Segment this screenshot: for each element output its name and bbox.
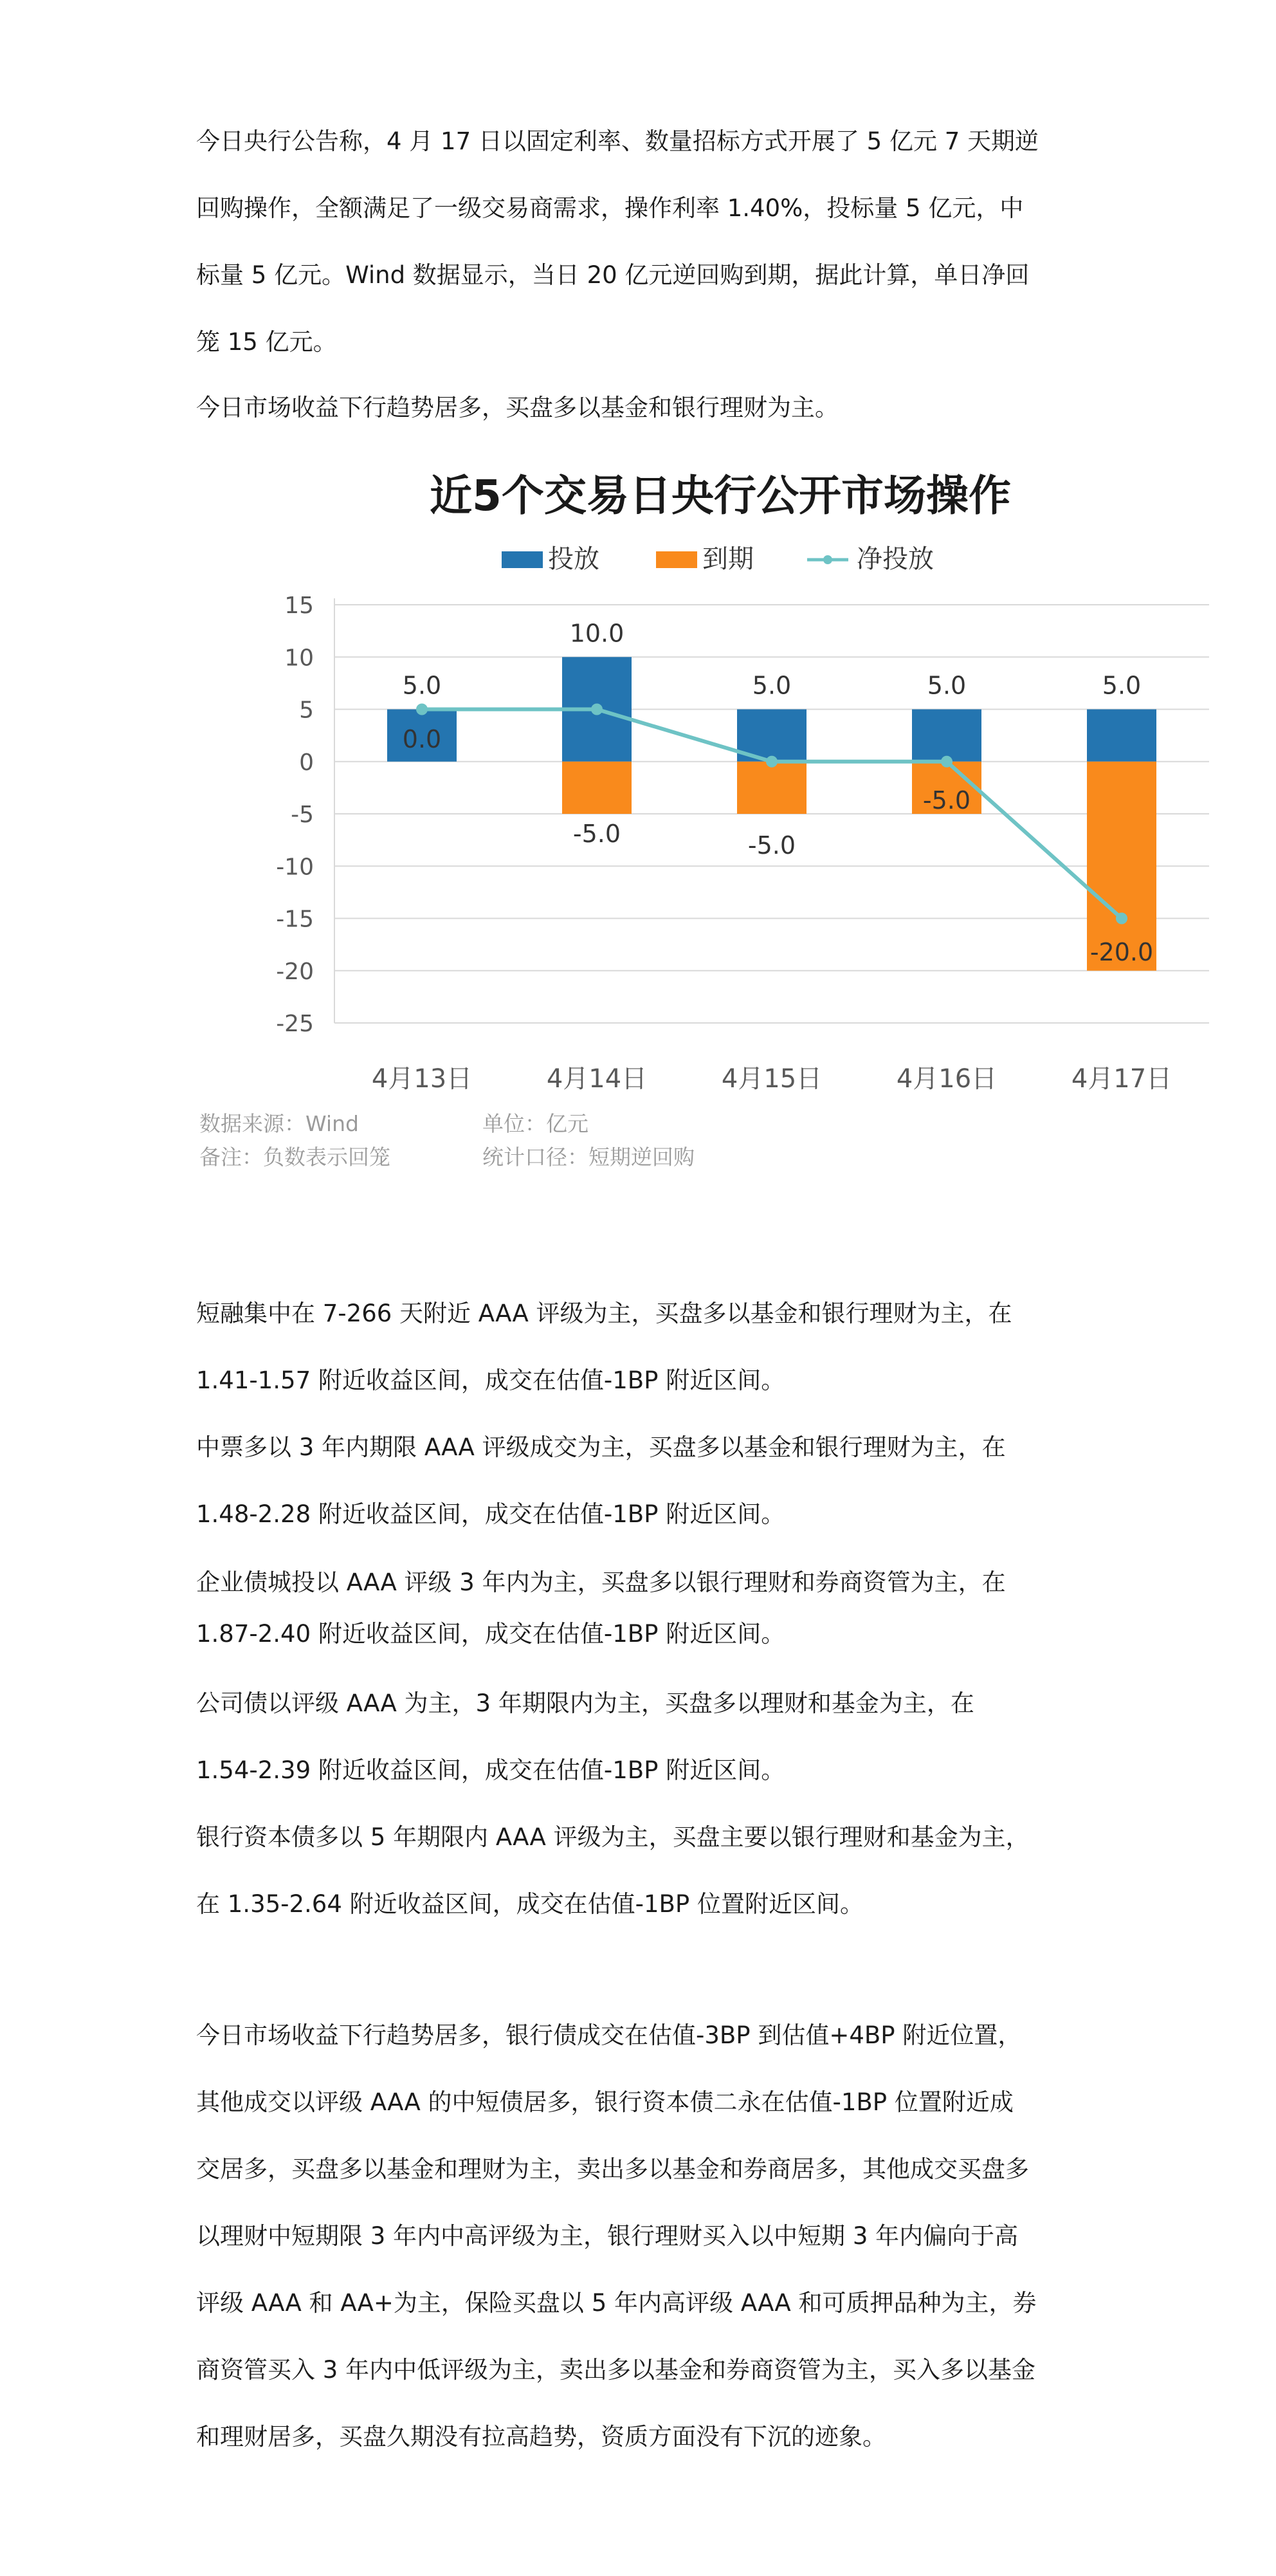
intro-line: 标量 5 亿元。Wind 数据显示，当日 20 亿元逆回购到期，据此计算，单日净回 bbox=[196, 261, 1030, 289]
net-issue-point bbox=[416, 704, 428, 715]
section-corporate-bonds bbox=[196, 1670, 1097, 1804]
data-label-issue: 5.0 bbox=[752, 671, 792, 700]
y-tick-label: -15 bbox=[276, 906, 314, 933]
y-tick-label: -20 bbox=[276, 958, 314, 985]
intro-line: 回购操作，全额满足了一级交易商需求，操作利率 1.40%，投标量 5 亿元，中 bbox=[196, 194, 1024, 222]
data-label-issue: 5.0 bbox=[402, 671, 442, 700]
data-label-issue: 10.0 bbox=[569, 619, 624, 648]
data-label-maturity: -5.0 bbox=[572, 820, 621, 848]
bar-issue bbox=[912, 710, 981, 762]
chart-title: 近5个交易日央行公开市场操作 bbox=[430, 471, 1011, 520]
data-label-issue: 5.0 bbox=[927, 671, 967, 700]
section-short-term-notes bbox=[196, 1280, 1097, 1414]
intro-line: 笼 15 亿元。 bbox=[196, 328, 337, 356]
x-tick-label: 4月13日 bbox=[371, 1064, 473, 1094]
section-line: 在 1.35-2.64 附近收益区间，成交在估值-1BP 位置附近区间。 bbox=[196, 1890, 864, 1918]
summary-line: 以理财中短期限 3 年内中高评级为主，银行理财买入以中短期 3 年内偏向于高 bbox=[196, 2222, 1019, 2250]
legend-label-issue: 投放 bbox=[548, 544, 599, 574]
net-issue-point bbox=[591, 704, 603, 715]
y-tick-label: -25 bbox=[276, 1011, 314, 1037]
section-line: 公司债以评级 AAA 为主，3 年期限内为主，买盘多以理财和基金为主，在 bbox=[196, 1689, 974, 1717]
section-bank-capital-bonds bbox=[196, 1804, 1097, 1938]
intro-line: 今日央行公告称，4 月 17 日以固定利率、数量招标方式开展了 5 亿元 7 天期逆 bbox=[196, 127, 1039, 155]
y-tick-label: 0 bbox=[299, 749, 314, 776]
summary-line: 商资管买入 3 年内中低评级为主，卖出多以基金和券商资管为主，买入多以基金 bbox=[196, 2356, 1036, 2384]
y-tick-label: 15 bbox=[284, 593, 314, 619]
section-enterprise-bonds bbox=[196, 1557, 1097, 1660]
chart-source-note: 数据来源：Wind bbox=[199, 1111, 359, 1136]
x-tick-label: 4月16日 bbox=[896, 1064, 998, 1094]
y-tick-label: 5 bbox=[299, 697, 314, 724]
data-label-maturity: -20.0 bbox=[1089, 937, 1154, 966]
summary-line: 交居多，买盘多以基金和理财为主，卖出多以基金和券商居多，其他成交买盘多 bbox=[196, 2155, 1029, 2183]
section-line: 1.54-2.39 附近收益区间，成交在估值-1BP 附近区间。 bbox=[196, 1756, 785, 1784]
legend-swatch-issue bbox=[502, 551, 543, 568]
section-line: 1.48-2.28 附近收益区间，成交在估值-1BP 附近区间。 bbox=[196, 1500, 785, 1528]
data-label-issue: 5.0 bbox=[1102, 671, 1142, 700]
section-line: 企业债城投以 AAA 评级 3 年内为主，买盘多以银行理财和券商资管为主，在 bbox=[196, 1569, 1006, 1596]
x-tick-label: 4月14日 bbox=[546, 1064, 648, 1094]
section-line: 中票多以 3 年内期限 AAA 评级成交为主，买盘多以基金和银行理财为主，在 bbox=[196, 1433, 1006, 1461]
section-medium-term-notes bbox=[196, 1414, 1097, 1548]
trend-paragraph bbox=[196, 374, 1097, 441]
x-tick-label: 4月17日 bbox=[1071, 1064, 1172, 1094]
bar-maturity bbox=[562, 762, 632, 814]
net-issue-point bbox=[1116, 913, 1127, 925]
chart-remark-note: 备注：负数表示回笼 bbox=[199, 1145, 390, 1170]
data-label-maturity: -5.0 bbox=[922, 786, 971, 814]
pboc-operations-chart bbox=[193, 463, 1222, 1184]
summary-line: 和理财居多，买盘久期没有拉高趋势，资质方面没有下沉的迹象。 bbox=[196, 2423, 886, 2451]
y-tick-label: -10 bbox=[276, 854, 314, 881]
legend-label-maturity: 到期 bbox=[702, 544, 754, 574]
bar-issue bbox=[1087, 710, 1156, 762]
intro-paragraph bbox=[196, 108, 1097, 376]
summary-line: 其他成交以评级 AAA 的中短债居多，银行资本债二永在估值-1BP 位置附近成 bbox=[196, 2088, 1014, 2116]
x-tick-label: 4月15日 bbox=[721, 1064, 823, 1094]
bar-maturity bbox=[737, 762, 807, 814]
data-label-maturity: 0.0 bbox=[402, 724, 442, 753]
section-line: 1.87-2.40 附近收益区间，成交在估值-1BP 附近区间。 bbox=[196, 1620, 785, 1648]
summary-paragraph bbox=[196, 2002, 1097, 2470]
section-line: 1.41-1.57 附近收益区间，成交在估值-1BP 附近区间。 bbox=[196, 1366, 785, 1394]
y-tick-label: 10 bbox=[284, 645, 314, 672]
net-issue-point bbox=[766, 756, 778, 768]
chart-notes bbox=[199, 1111, 695, 1170]
data-label-maturity: -5.0 bbox=[747, 831, 796, 860]
net-issue-point bbox=[941, 756, 952, 768]
legend-swatch-maturity bbox=[656, 551, 697, 568]
chart-legend bbox=[502, 544, 934, 574]
legend-marker-net bbox=[823, 555, 832, 564]
chart-unit-note: 单位：亿元 bbox=[482, 1111, 588, 1136]
trend-line: 今日市场收益下行趋势居多，买盘多以基金和银行理财为主。 bbox=[196, 394, 839, 421]
summary-line: 今日市场收益下行趋势居多，银行债成交在估值-3BP 到估值+4BP 附近位置， bbox=[196, 2021, 1022, 2049]
section-line: 银行资本债多以 5 年期限内 AAA 评级为主，买盘主要以银行理财和基金为主， bbox=[196, 1823, 1030, 1851]
legend-label-net: 净投放 bbox=[857, 544, 934, 574]
y-tick-label: -5 bbox=[291, 802, 314, 828]
summary-line: 评级 AAA 和 AA+为主，保险买盘以 5 年内高评级 AAA 和可质押品种为主，券 bbox=[196, 2289, 1037, 2317]
chart-scope-note: 统计口径：短期逆回购 bbox=[482, 1145, 695, 1170]
section-line: 短融集中在 7-266 天附近 AAA 评级为主，买盘多以基金和银行理财为主，在 bbox=[196, 1300, 1012, 1327]
